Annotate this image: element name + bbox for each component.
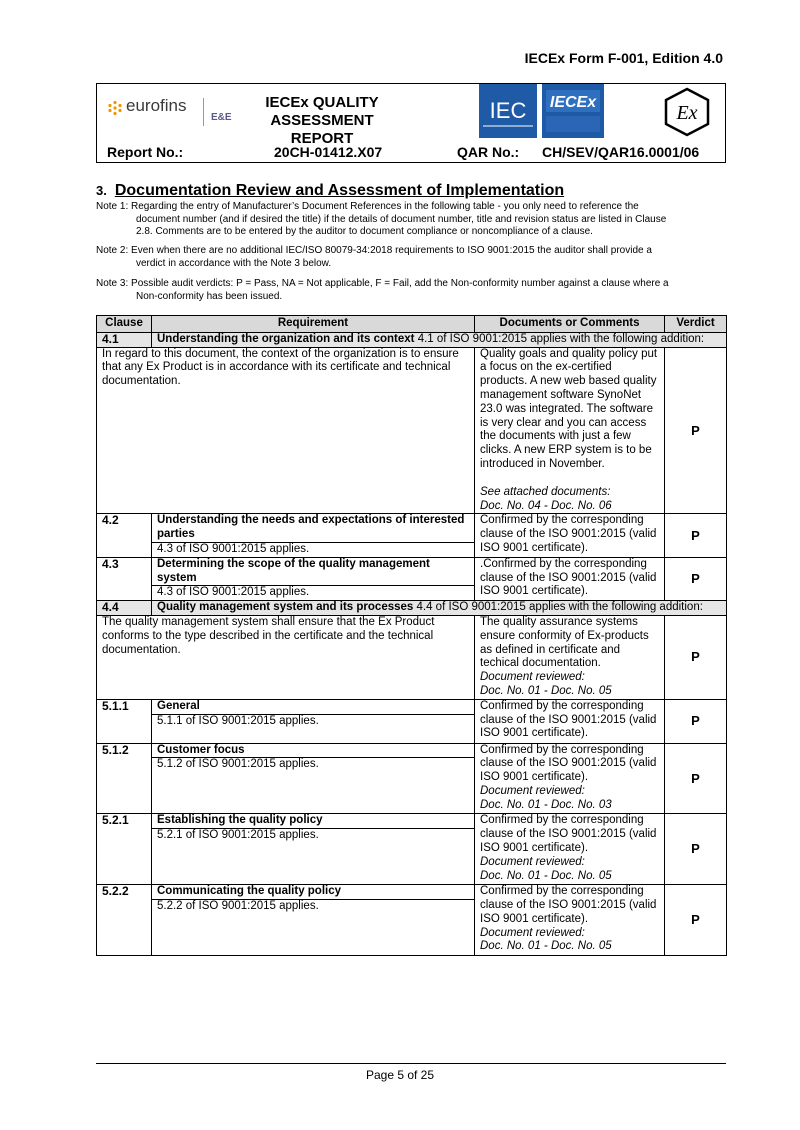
header-top xyxy=(97,84,725,147)
table-header-row xyxy=(97,316,727,333)
comment-italic: Document reviewed: xyxy=(480,855,585,868)
clause-title: Quality management system and its processes xyxy=(157,601,414,614)
clause-cell: 5.1.1 xyxy=(97,699,152,743)
report-header xyxy=(96,83,726,163)
qar-no: CH/SEV/QAR16.0001/06 xyxy=(542,144,700,160)
comment-cell xyxy=(475,615,665,699)
note-line: Note 3: Possible audit verdicts: P = Pass, NA = Not applicable, F = Fail, add the Non-conformity number against a clause where a xyxy=(96,278,669,289)
clause-title-cell: Establishing the quality policy xyxy=(152,814,475,829)
verdict-cell: P xyxy=(665,615,727,699)
clause-title-cell: Determining the scope of the quality management system xyxy=(152,557,475,586)
qar-no-label: QAR No.: xyxy=(457,144,520,160)
comment-cell xyxy=(475,885,665,956)
footer-divider xyxy=(96,1063,726,1064)
col-clause: Clause xyxy=(97,316,152,333)
sub-cell: 4.3 of ISO 9001:2015 applies. xyxy=(152,542,475,557)
comment-cell xyxy=(475,743,665,814)
table-row xyxy=(97,557,727,586)
table-row xyxy=(97,699,727,714)
table-row xyxy=(97,514,727,543)
verdict-cell: P xyxy=(665,885,727,956)
sub-cell: 5.1.2 of ISO 9001:2015 applies. xyxy=(152,758,475,814)
clause-title-cell: Customer focus xyxy=(152,743,475,758)
eurofins-flower-icon xyxy=(107,100,123,116)
note-line: 2.8. Comments are to be entered by the auditor to document compliance or noncompliance of a clause. xyxy=(136,226,593,237)
comment-italic: Document reviewed: xyxy=(480,784,585,797)
comment-text: Confirmed by the corresponding clause of the ISO 9001:2015 (valid ISO 9001 certificate). xyxy=(480,814,657,854)
verdict-cell: P xyxy=(665,557,727,600)
table-row xyxy=(97,743,727,758)
clause-cell: 5.1.2 xyxy=(97,743,152,814)
clause-cell: 5.2.2 xyxy=(97,885,152,956)
logo-sub: E&E xyxy=(211,112,232,123)
table-row xyxy=(97,601,727,616)
clause-cell: 4.4 xyxy=(97,601,152,616)
iecex-logo-text: IECEx xyxy=(549,94,597,111)
comment-italic: Document reviewed: xyxy=(480,671,585,684)
report-no: 20CH-01412.X07 xyxy=(274,144,383,160)
table-row xyxy=(97,885,727,900)
ex-hexagon-icon xyxy=(663,87,711,137)
verdict-cell: P xyxy=(665,743,727,814)
requirement-cell: In regard to this document, the context of the organization is to ensure that any Ex Product is in accordance with its certificate and technical documentation. xyxy=(97,347,475,514)
clause-title-cell: Communicating the quality policy xyxy=(152,885,475,900)
comment-text: The quality assurance systems ensure conformity of Ex-products as defined in certificate and techical documentation. xyxy=(480,615,649,670)
clause-cell: 5.2.1 xyxy=(97,814,152,885)
comment-italic: Doc. No. 01 - Doc. No. 05 xyxy=(480,869,612,882)
clause-title-cell xyxy=(152,601,727,616)
sub-cell: 5.2.2 of ISO 9001:2015 applies. xyxy=(152,899,475,955)
eurofins-logo xyxy=(107,96,232,128)
comment-italic: Doc. No. 04 - Doc. No. 06 xyxy=(480,499,612,512)
logo-divider xyxy=(203,98,204,126)
section-title-text: Documentation Review and Assessment of Implementation xyxy=(114,182,565,199)
sub-cell: 5.2.1 of ISO 9001:2015 applies. xyxy=(152,829,475,885)
comment-text: Quality goals and quality policy put a focus on the ex-certified products. A new web based quality management software SynoNet 23.0 was integrated. The software is very clear and you can access the documents with just a few clicks. A new ERP system is to be introduced in November. xyxy=(480,347,658,470)
comment-text: Confirmed by the corresponding clause of the ISO 9001:2015 (valid ISO 9001 certificate). xyxy=(480,743,657,784)
clause-title-rest: 4.4 of ISO 9001:2015 applies with the following addition: xyxy=(413,601,703,614)
clause-title-rest: 4.1 of ISO 9001:2015 applies with the following addition: xyxy=(414,332,705,345)
col-requirement: Requirement xyxy=(152,316,475,333)
comment-italic: Doc. No. 01 - Doc. No. 05 xyxy=(480,684,612,697)
verdict-cell: P xyxy=(665,347,727,514)
note-line: Note 2: Even when there are no additional IEC/ISO 80079-34:2018 requirements to ISO 9001:2015 the auditor shall provide a xyxy=(96,245,652,256)
section-title xyxy=(96,182,564,200)
page-number: Page 5 of 25 xyxy=(365,1068,435,1082)
comment-italic: Doc. No. 01 - Doc. No. 03 xyxy=(480,798,612,811)
note-2 xyxy=(96,245,726,270)
table-row xyxy=(97,615,727,699)
note-line: verdict in accordance with the Note 3 below. xyxy=(136,257,332,269)
clause-title: Understanding the organization and its context xyxy=(157,332,415,345)
ex-logo-text: Ex xyxy=(676,102,698,124)
logo-text: eurofins xyxy=(126,96,187,115)
comment-italic: Doc. No. 01 - Doc. No. 05 xyxy=(480,940,612,953)
note-line: document number (and if desired the title) if the details of document number, title and revision status are listed in Clause xyxy=(136,213,667,225)
clause-title-cell: Understanding the needs and expectations of interested parties xyxy=(152,514,475,543)
verdict-cell: P xyxy=(665,699,727,743)
table-row xyxy=(97,332,727,347)
report-no-label: Report No.: xyxy=(107,144,184,160)
spacer xyxy=(480,472,659,486)
iecex-logo-icon xyxy=(542,84,604,138)
comment-cell xyxy=(475,814,665,885)
iec-logo-text: IEC xyxy=(489,98,527,123)
header-bottom xyxy=(97,142,725,162)
comment-italic: Document reviewed: xyxy=(480,926,585,939)
clause-title-cell xyxy=(152,332,727,347)
assessment-table xyxy=(96,315,727,956)
section-number: 3. xyxy=(96,183,107,198)
title-line-1: IECEx QUALITY xyxy=(265,94,379,111)
iec-logo-icon xyxy=(479,84,537,138)
verdict-cell: P xyxy=(665,514,727,557)
clause-cell: 4.3 xyxy=(97,557,152,600)
table-row xyxy=(97,814,727,829)
note-3 xyxy=(96,278,726,303)
note-line: Note 1: Regarding the entry of Manufacturer’s Document References in the following table - you only need to reference the xyxy=(96,201,639,212)
col-comments: Documents or Comments xyxy=(475,316,665,333)
note-1 xyxy=(96,201,726,239)
clause-cell: 4.2 xyxy=(97,514,152,557)
verdict-cell: P xyxy=(665,814,727,885)
comment-cell: Confirmed by the corresponding clause of the ISO 9001:2015 (valid ISO 9001 certificate). xyxy=(475,514,665,557)
table-row xyxy=(97,347,727,514)
comment-text: Confirmed by the corresponding clause of the ISO 9001:2015 (valid ISO 9001 certificate). xyxy=(480,885,657,925)
comment-cell: Confirmed by the corresponding clause of the ISO 9001:2015 (valid ISO 9001 certificate). xyxy=(475,699,665,743)
header-title xyxy=(237,94,407,148)
sub-cell: 5.1.1 of ISO 9001:2015 applies. xyxy=(152,714,475,743)
comment-cell xyxy=(475,347,665,514)
form-id: IECEx Form F-001, Edition 4.0 xyxy=(524,50,723,66)
col-verdict: Verdict xyxy=(665,316,727,333)
clause-cell: 4.1 xyxy=(97,332,152,347)
comment-italic: See attached documents: xyxy=(480,485,611,498)
requirement-cell: The quality management system shall ensure that the Ex Product conforms to the type described in the certificate and the technical documentation. xyxy=(97,615,475,699)
sub-cell: 4.3 of ISO 9001:2015 applies. xyxy=(152,586,475,601)
title-line-2: ASSESSMENT REPORT xyxy=(270,112,374,147)
note-line: Non-conformity has been issued. xyxy=(136,290,283,302)
clause-title-cell: General xyxy=(152,699,475,714)
comment-cell: .Confirmed by the corresponding clause of the ISO 9001:2015 (valid ISO 9001 certificate). xyxy=(475,557,665,600)
